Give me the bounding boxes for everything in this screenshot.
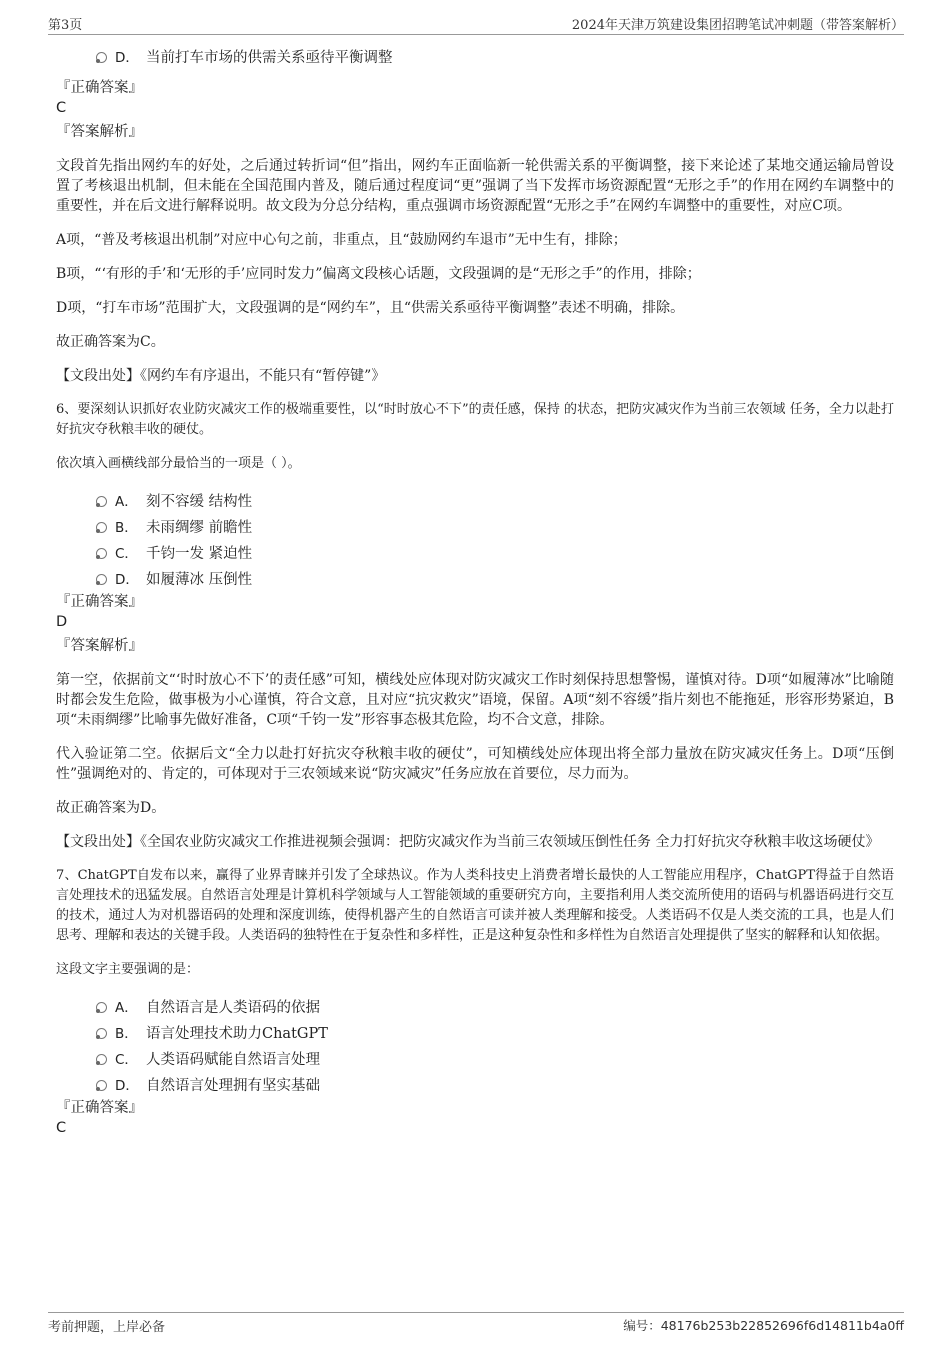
option-text: 当前打车市场的供需关系亟待平衡调整 <box>146 50 393 66</box>
option-letter: A． <box>115 494 138 510</box>
option-text: 语言处理技术助力ChatGPT <box>146 1026 328 1042</box>
q7-option-b[interactable] <box>96 1020 894 1046</box>
q6-analysis-para-2: 代入验证第二空。依据后文“全力以赴打好抗灾夺秋粮丰收的硬仗”，可知横线处应体现出将全部力量放在防灾减灾任务上。D项“压倒性”强调绝对的、肯定的，可体现对于三农领域来说“防灾减灾”任务应放在首要位，尽力而为。 <box>56 746 894 782</box>
q6-analysis-para-1: 第一空，依据前文“‘时时放心不下’的责任感”可知，横线处应体现对防灾减灾工作时刻保持思想警惕，谨慎对待。D项“如履薄冰”比喻随时都会发生危险，做事极为小心谨慎，符合文意，且对应“抗灾救灾”语境，保留。A项“刻不容缓”指片刻也不能拖延，形容形势紧迫，B项“未雨绸缪”比喻事先做好准备，C项“千钧一发”形容事态极其危险，均不合文意，排除。 <box>56 672 894 728</box>
q6-option-d[interactable] <box>96 566 894 592</box>
option-letter: A． <box>115 1000 138 1016</box>
q5-answer-label: 『正确答案』 <box>56 80 143 96</box>
q6-prompt: 依次填入画横线部分最恰当的一项是（ ）。 <box>56 456 301 471</box>
option-text: 千钧一发 紧迫性 <box>146 546 253 562</box>
q5-source: 【文段出处】《网约车有序退出，不能只有“暂停键”》 <box>56 368 386 384</box>
q7-stem: 7、ChatGPT自发布以来，赢得了业界青睐并引发了全球热议。作为人类科技史上消费者增长最快的人工智能应用程序，ChatGPT得益于自然语言处理技术的迅猛发展。自然语言处理是计算机科学领域与人工智能领域的重要研究方向，主要指利用人类交流所使用的语码与机器语码进行交互的技术，通过人为对机器语码的处理和深度训练，使得机器产生的自然语言可读并被人类理解和接受。人类语码不仅是人类交流的工具，也是人们思考、理解和表达的关键手段。人类语码的独特性在于复杂性和多样性，正是这种复杂性和多样性为自然语言处理提供了坚实的解释和认知依据。 <box>56 868 894 943</box>
q5-analysis-para-1: 文段首先指出网约车的好处，之后通过转折词“但”指出，网约车正面临新一轮供需关系的平衡调整，接下来论述了某地交通运输局曾设置了考核退出机制，但未能在全国范围内普及，随后通过程度词“更”强调了当下发挥市场资源配置“无形之手”的作用在网约车调整中的重要性，并在后文进行解释说明。故文段为分总分结构，重点强调市场资源配置“无形之手”在网约车调整中的重要性，对应C项。 <box>56 158 894 214</box>
option-text: 自然语言是人类语码的依据 <box>146 1000 320 1016</box>
option-letter: C． <box>115 1052 138 1068</box>
q6-answer: D <box>56 614 68 630</box>
q5-analysis-para-2: A项，“普及考核退出机制”对应中心句之前，非重点，且“鼓励网约车退市”无中生有，排除； <box>56 232 627 248</box>
option-text: 人类语码赋能自然语言处理 <box>146 1052 320 1068</box>
q7-option-a[interactable] <box>96 994 894 1020</box>
q6-answer-label: 『正确答案』 <box>56 594 143 610</box>
option-text: 未雨绸缪 前瞻性 <box>146 520 253 536</box>
radio-icon[interactable] <box>96 522 107 533</box>
page-content <box>56 44 894 1142</box>
option-letter: D． <box>115 572 139 588</box>
option-letter: B． <box>115 520 138 536</box>
option-text: 自然语言处理拥有坚实基础 <box>146 1078 320 1094</box>
radio-icon[interactable] <box>96 1054 107 1065</box>
q7-answer-label: 『正确答案』 <box>56 1100 143 1116</box>
q7-option-d[interactable] <box>96 1072 894 1098</box>
page-header <box>48 12 904 35</box>
q6-source: 【文段出处】《全国农业防灾减灾工作推进视频会强调：把防灾减灾作为当前三农领域压倒性任务 全力打好抗灾夺秋粮丰收这场硬仗》 <box>56 834 880 850</box>
q5-option-d[interactable] <box>96 44 894 70</box>
page-footer <box>48 1312 904 1335</box>
q7-answer: C <box>56 1120 67 1136</box>
document-title: 2024年天津万筑建设集团招聘笔试冲刺题（带答案解析） <box>571 18 904 33</box>
footer-note: 考前押题，上岸必备 <box>48 1320 166 1335</box>
radio-icon[interactable] <box>96 548 107 559</box>
radio-icon[interactable] <box>96 1080 107 1091</box>
q5-analysis-label: 『答案解析』 <box>56 124 143 140</box>
radio-icon[interactable] <box>96 574 107 585</box>
radio-icon[interactable] <box>96 1002 107 1013</box>
option-letter: B． <box>115 1026 138 1042</box>
option-text: 如履薄冰 压倒性 <box>146 572 253 588</box>
option-letter: D． <box>115 50 139 66</box>
q6-analysis-label: 『答案解析』 <box>56 638 143 654</box>
q6-option-a[interactable] <box>96 488 894 514</box>
q7-prompt: 这段文字主要强调的是： <box>56 962 200 977</box>
q6-stem: 6、要深刻认识抓好农业防灾减灾工作的极端重要性，以“时时放心不下”的责任感，保持 的状态，把防灾减灾作为当前三农领域 任务，全力以赴打好抗灾夺秋粮丰收的硬仗。 <box>56 402 894 437</box>
radio-icon[interactable] <box>96 496 107 507</box>
q5-analysis-para-4: D项，“打车市场”范围扩大，文段强调的是“网约车”，且“供需关系亟待平衡调整”表述不明确，排除。 <box>56 300 685 316</box>
q5-analysis-conclusion: 故正确答案为C。 <box>56 334 165 350</box>
document-code: 编号：48176b253b22852696f6d14811b4a0ff <box>623 1318 904 1333</box>
q5-analysis-para-3: B项，“‘有形的手’和‘无形的手’应同时发力”偏离文段核心话题，文段强调的是“无形之手”的作用，排除； <box>56 266 701 282</box>
radio-icon[interactable] <box>96 52 107 63</box>
option-letter: D． <box>115 1078 139 1094</box>
radio-icon[interactable] <box>96 1028 107 1039</box>
q7-option-c[interactable] <box>96 1046 894 1072</box>
page-number: 第3页 <box>48 18 83 33</box>
q6-option-c[interactable] <box>96 540 894 566</box>
q6-option-b[interactable] <box>96 514 894 540</box>
option-letter: C． <box>115 546 138 562</box>
q5-answer: C <box>56 100 67 116</box>
option-text: 刻不容缓 结构性 <box>146 494 253 510</box>
q6-analysis-conclusion: 故正确答案为D。 <box>56 800 166 816</box>
